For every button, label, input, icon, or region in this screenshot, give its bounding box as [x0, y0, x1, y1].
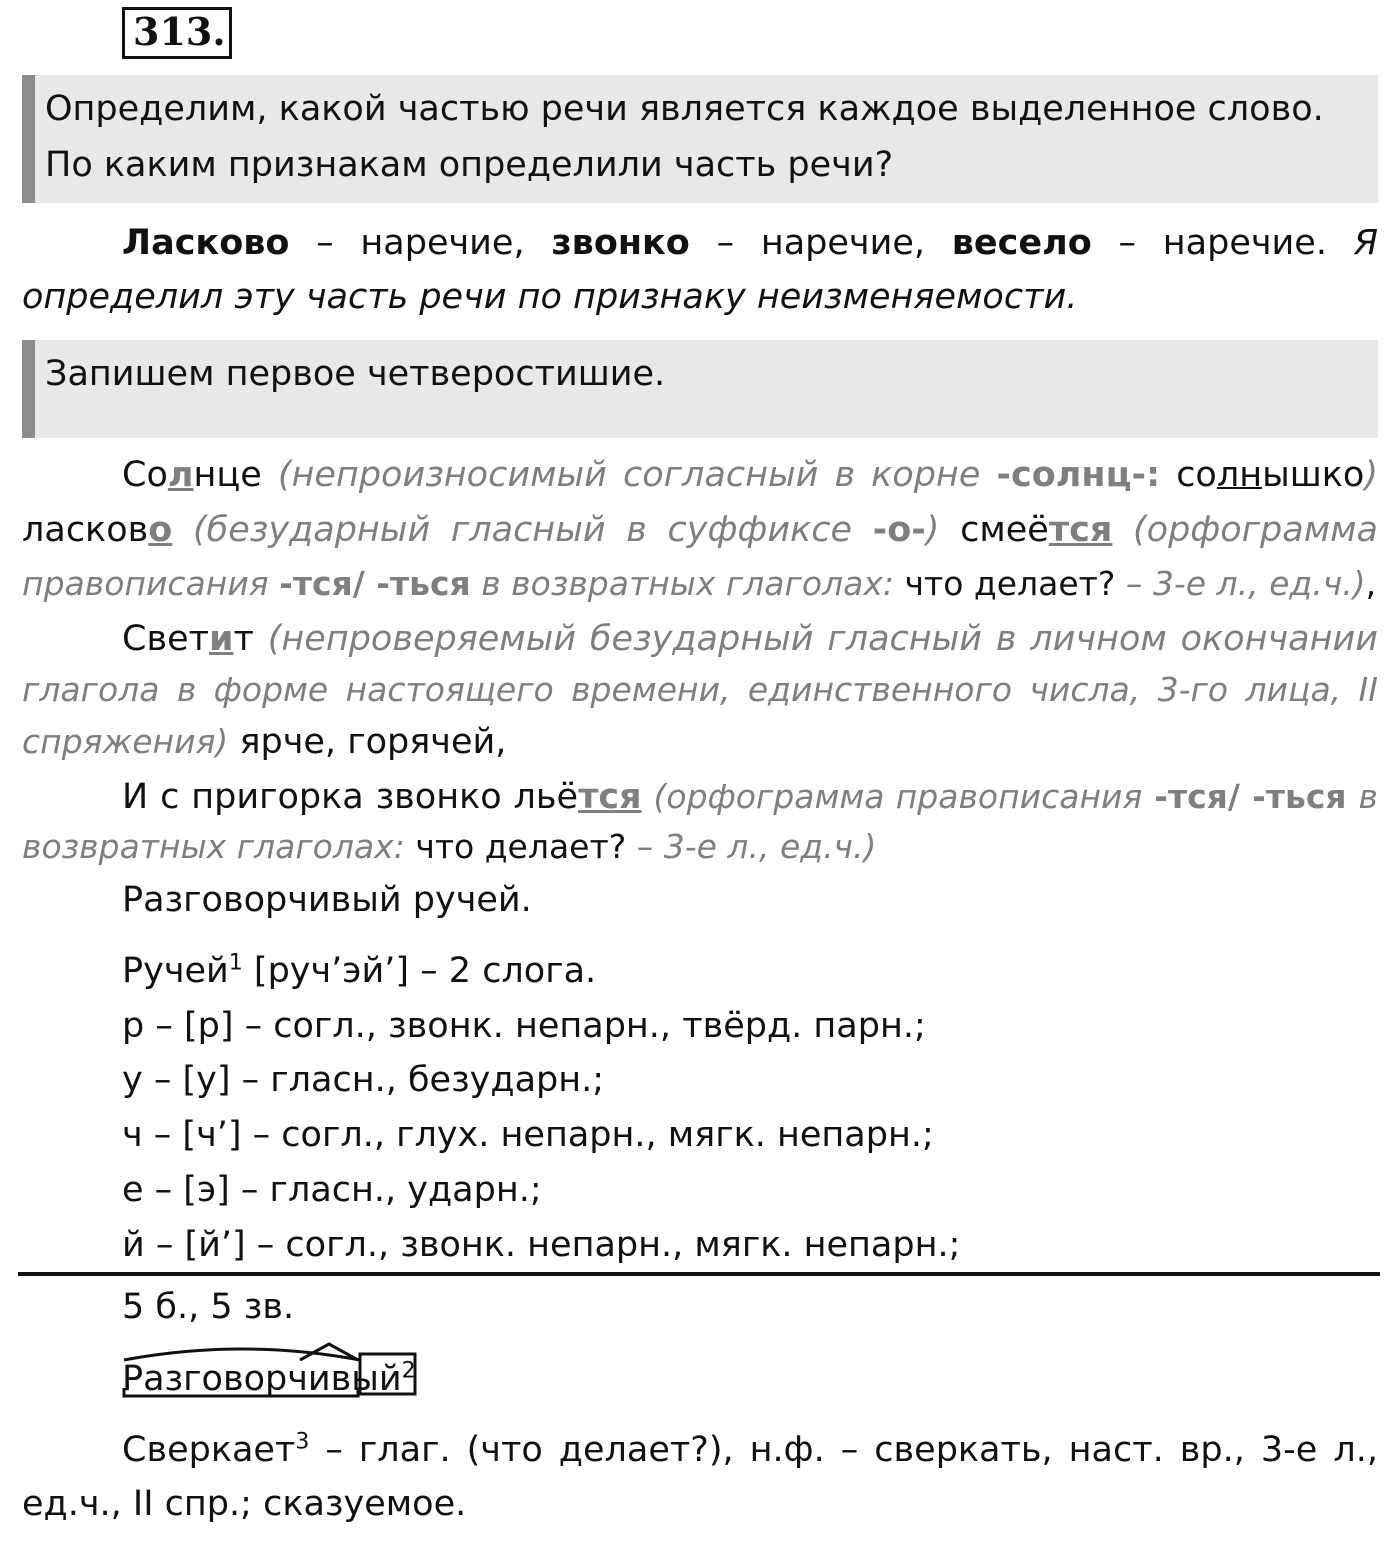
answer-line-1: Ласково – наречие, звонко – наречие, весело – наречие. Я — [122, 223, 1378, 263]
phonetic-header: Ручей$^1$ [руч’эй’] – 2 слога. — [122, 950, 597, 991]
sound-line: р – [р] – согл., звонк. непарн., твёрд. парн.; — [122, 1006, 926, 1046]
question-line: По каким признакам определили часть речи? — [45, 145, 894, 185]
verb-analysis-line: ед.ч., II спр.; сказуемое. — [22, 1484, 467, 1524]
sound-line: е – [э] – гласн., ударн.; — [122, 1170, 542, 1210]
question-line: Определим, какой частью речи является каждое выделенное слово. — [45, 89, 1324, 129]
summary-line: 5 б., 5 зв. — [122, 1287, 295, 1327]
sound-line: ч – [ч’] – согл., глух. непарн., мягк. непарн.; — [122, 1115, 934, 1155]
bold-word: звонко — [551, 223, 690, 263]
bold-word: весело — [951, 223, 1092, 263]
divider — [18, 1272, 1380, 1276]
task-number: 313. — [122, 7, 232, 59]
answer-line-2: определил эту часть речи по признаку неизменяемости. — [22, 277, 1078, 317]
question-block-1 — [22, 75, 1378, 203]
bold-word: Ласково — [122, 223, 290, 263]
sound-line: й – [й’] – согл., звонк. непарн., мягк. непарн.; — [122, 1225, 961, 1265]
poem-line: ласково (безударный гласный в суффиксе -о-) смеётся (орфограмма — [22, 510, 1378, 550]
verb-analysis-line: Сверкает$^3$ – глаг. (что делает?), н.ф. – сверкать, наст. вр., 3-е л., — [122, 1429, 1378, 1470]
poem-line: Светит (непроверяемый безударный гласный в личном окончании — [122, 619, 1378, 659]
poem-line: возвратных глаголах: что делает? – 3-е л., ед.ч.) — [22, 827, 877, 866]
question-block-2 — [22, 340, 1378, 438]
poem-line: Солнце (непроизносимый согласный в корне -солнц-: солнышко) — [122, 455, 1378, 495]
poem-line: правописания -тся/ -ться в возвратных глаголах: что делает? – 3-е л., ед.ч.), — [22, 564, 1377, 603]
poem-line: И с пригорка звонко льётся (орфограмма правописания -тся/ -ться в — [122, 777, 1378, 817]
morpheme-word: Разговорчивый$^2$ — [122, 1358, 416, 1399]
poem-line: Разговорчивый ручей. — [122, 880, 532, 920]
question-line: Запишем первое четверостишие. — [45, 354, 666, 394]
sound-line: у – [у] – гласн., безударн.; — [122, 1060, 605, 1100]
poem-line: спряжения) ярче, горячей, — [22, 722, 507, 762]
poem-line: глагола в форме настоящего времени, единственного числа, 3-го лица, II — [22, 670, 1378, 709]
